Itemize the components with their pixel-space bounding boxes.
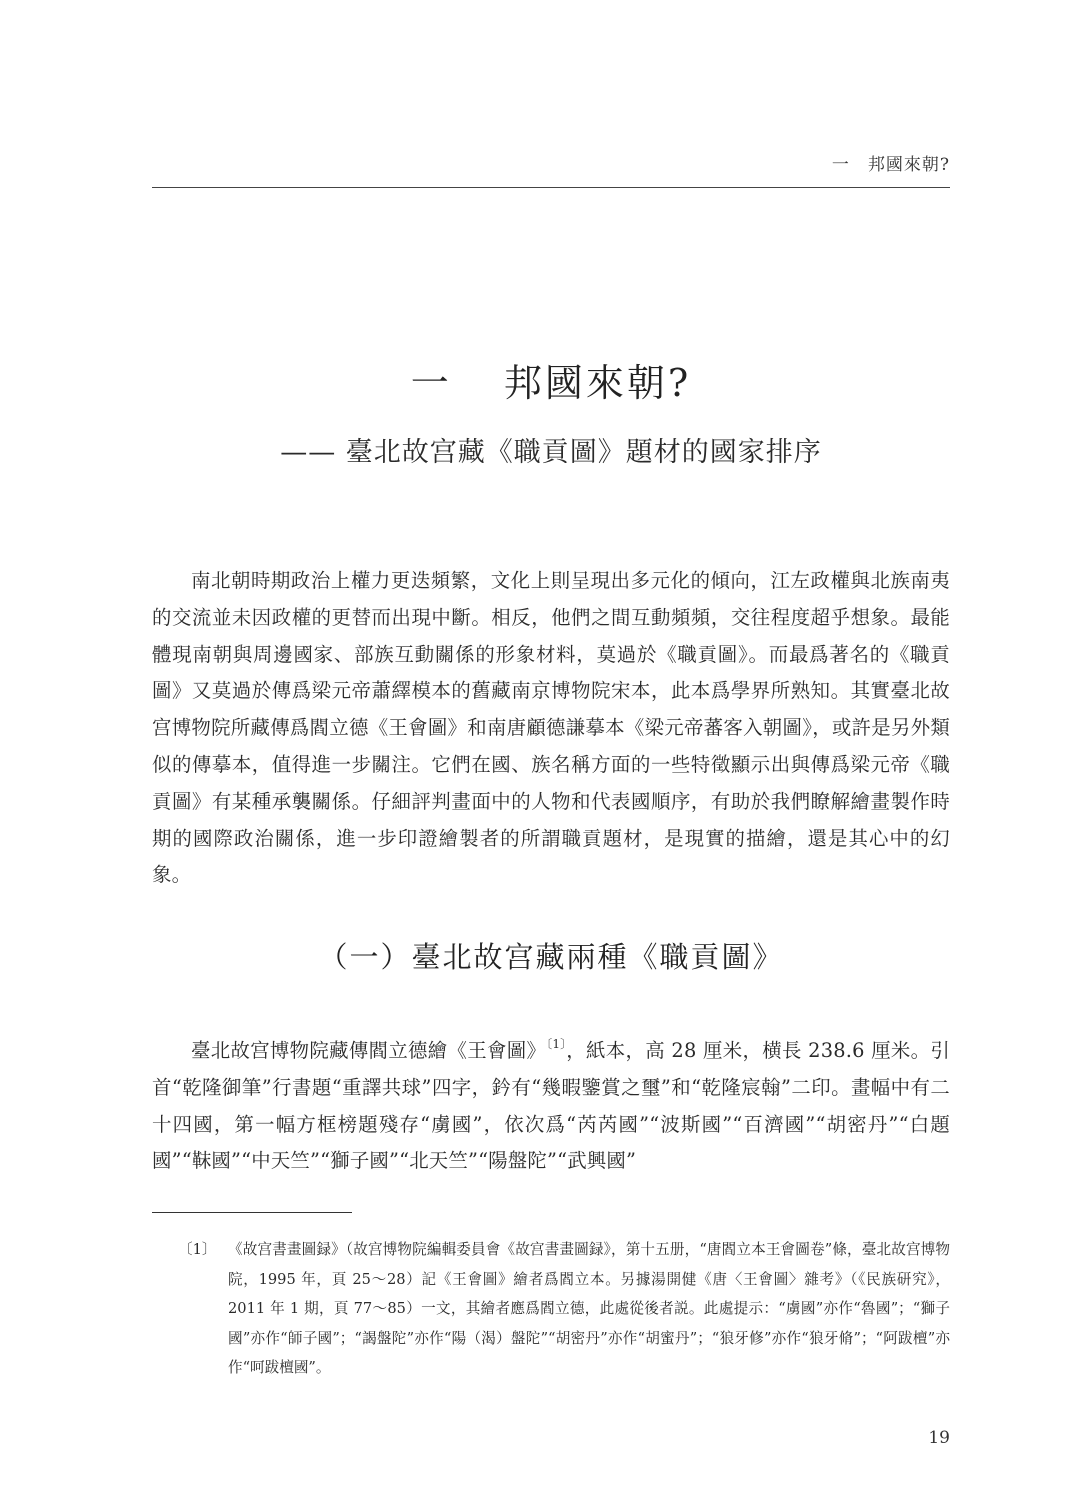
running-header: 一 邦國來朝? [831, 155, 950, 175]
body-paragraph-2 [152, 1026, 950, 1180]
footnote-text: 《故宫書畫圖録》（故宫博物院編輯委員會《故宫書畫圖録》，第十五册，“唐閻立本王會圖卷”條，臺北故宫博物院，1995 年，頁 25～28）記《王會圖》繪者爲閻立本。另據湯開健《唐〈王會圖〉雜考》（《民族研究》，2011 年 1 期，頁 77～85）一文，其繪者應爲閻立德，此處從後者説。此處提示：“虜國”亦作“魯國”；“獅子國”亦作“師子國”；“謁盤陀”亦作“陽（渴）盤陀”“胡密丹”亦作“胡蜜丹”；“狼牙修”亦作“狼牙脩”；“阿跋檀”亦作“呵跋檀國”。 [228, 1241, 950, 1376]
header-rule [152, 187, 950, 188]
chapter-number: 一 [410, 361, 452, 405]
paragraph-2-text-end: ，紙本，高 28 厘米，横長 238.6 厘米。引首“乾隆御筆”行書題“重譯共球”四字，鈐有“幾暇鑒賞之璽”和“乾隆宸翰”二印。畫幅中有二十四國，第一幅方框榜題殘存“虜國”，依次爲“芮芮國”“波斯國”“百濟國”“胡密丹”“白題國”“靺國”“中天竺”“獅子國”“北天竺”“陽盤陀”“武興國” [152, 1039, 950, 1173]
chapter-title-text: 邦國來朝? [503, 361, 692, 405]
chapter-title [152, 352, 950, 407]
footnote-marker: 〔1〕 [178, 1241, 217, 1258]
page-number: 19 [928, 1428, 950, 1448]
section-heading: （一）臺北故宫藏兩種《職貢圖》 [318, 940, 784, 974]
footnote-rule [152, 1212, 352, 1213]
chapter-subtitle: —— 臺北故宫藏《職貢圖》題材的國家排序 [280, 437, 822, 468]
body-paragraph-1: 南北朝時期政治上權力更迭頻繁，文化上則呈現出多元化的傾向，江左政權與北族南夷的交流並未因政權的更替而出現中斷。相反，他們之間互動頻頻，交往程度超乎想象。最能體現南朝與周邊國家、部族互動關係的形象材料，莫過於《職貢圖》。而最爲著名的《職貢圖》又莫過於傳爲梁元帝蕭繹模本的舊藏南京博物院宋本，此本爲學界所熟知。其實臺北故宫博物院所藏傳爲閻立德《王會圖》和南唐顧德謙摹本《梁元帝蕃客入朝圖》，或許是另外類似的傳摹本，值得進一步關注。它們在國、族名稱方面的一些特徵顯示出與傳爲梁元帝《職貢圖》有某種承襲關係。仔細評判畫面中的人物和代表國順序，有助於我們瞭解繪畫製作時期的國際政治關係，進一步印證繪製者的所謂職貢題材，是現實的描繪，還是其心中的幻象。 [152, 569, 950, 887]
footnote-reference[interactable]: 〔1〕 [546, 1037, 567, 1051]
paragraph-2-text-start: 臺北故宫博物院藏傳閻立德繪《王會圖》 [191, 1039, 547, 1062]
